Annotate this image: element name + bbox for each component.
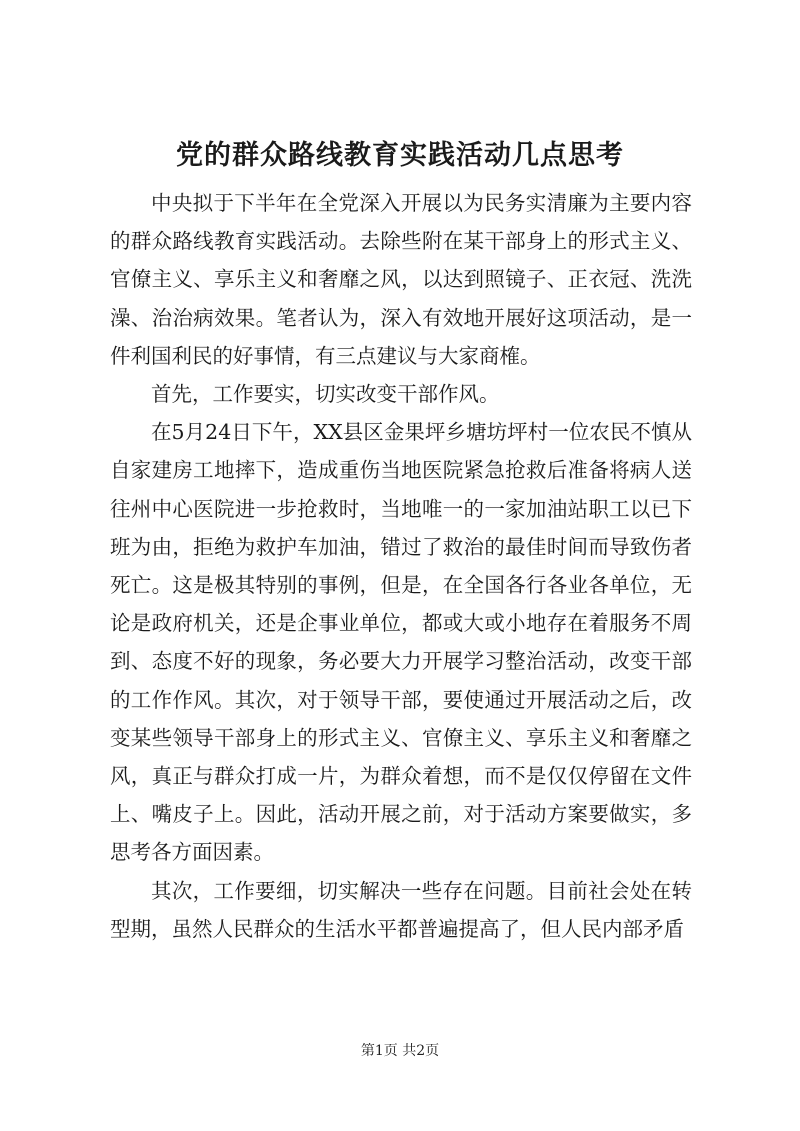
page-title: 党的群众路线教育实践活动几点思考 (176, 140, 624, 171)
paragraph-example: 在5月24日下午，XX县区金果坪乡塘坊坪村一位农民不慎从自家建房工地摔下，造成重伤当地医院紧急抢救后准备将病人送往州中心医院进一步抢救时，当地唯一的一家加油站职工以已下班为由，拒绝为救护车加油，错过了救治的最佳时间而导致伤者死亡。这是极其特别的事例，但是，在全国各行各业各单位，无论是政府机关，还是企事业单位，都或大或小地存在着服务不周到、态度不好的现象，务必要大力开展学习整治活动，改变干部的工作作风。其次，对于领导干部，要使通过开展活动之后，改变某些领导干部身上的形式主义、官僚主义、享乐主义和奢靡之风，真正与群众打成一片，为群众着想，而不是仅仅停留在文件上、嘴皮子上。因此，活动开展之前，对于活动方案要做实，多思考各方面因素。 (110, 420, 692, 865)
document-body (110, 184, 692, 948)
paragraph-second-point: 其次，工作要细，切实解决一些存在问题。目前社会处在转型期，虽然人民群众的生活水平都普遍提高了，但人民内部矛盾 (110, 878, 692, 941)
paragraph-intro: 中央拟于下半年在全党深入开展以为民务实清廉为主要内容的群众路线教育实践活动。去除些附在某干部身上的形式主义、官僚主义、享乐主义和奢靡之风，以达到照镜子、正衣冠、洗洗澡、治治病效果。笔者认为，深入有效地开展好这项活动，是一件利国利民的好事情，有三点建议与大家商榷。 (110, 191, 692, 368)
paragraph-first-point: 首先，工作要实，切实改变干部作风。 (151, 382, 500, 407)
page-footer: 第1页 共2页 (360, 1043, 440, 1059)
